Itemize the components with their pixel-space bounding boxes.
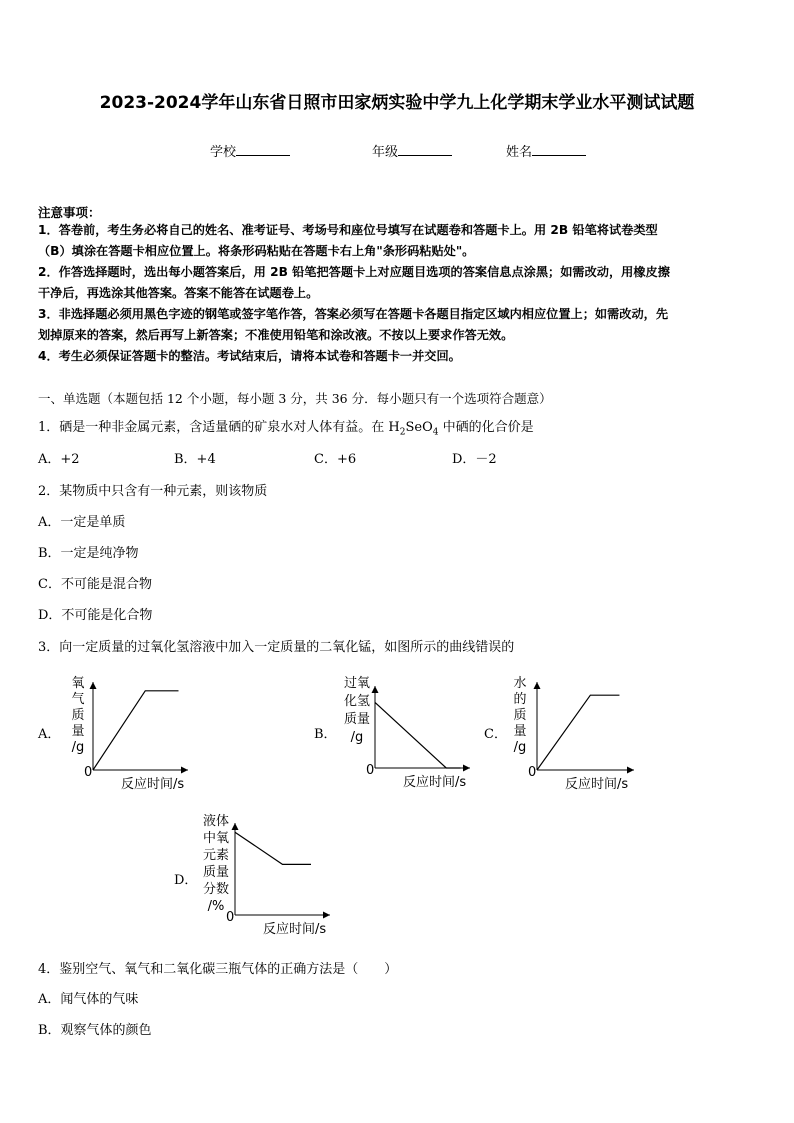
x-axis-arrow	[627, 767, 634, 774]
q4-option-b[interactable]: B．观察气体的颜色	[38, 1023, 152, 1038]
y-axis-label: 气	[71, 692, 85, 707]
q2-option-a[interactable]: A．一定是单质	[38, 515, 126, 530]
graph-curve	[537, 695, 619, 770]
y-axis-arrow	[90, 682, 97, 689]
graph-curve	[93, 691, 179, 770]
y-axis-label: 质	[71, 708, 85, 723]
exam-title: 2023-2024学年山东省日照市田家炳实验中学九上化学期末学业水平测试试题	[99, 93, 695, 113]
graph-b-letter[interactable]: B．	[314, 727, 337, 742]
note-line: 3．非选择题必须用黑色字迹的钢笔或签字笔作答，答案必须写在答题卡各题目指定区域内相应位置上；如需改动，先	[38, 307, 669, 321]
y-axis-label: 质	[513, 708, 527, 723]
school-label: 学校	[210, 145, 237, 160]
y-axis-label: 量	[71, 724, 85, 739]
q2-option-b[interactable]: B．一定是纯净物	[38, 546, 139, 561]
q1-option-b[interactable]: B．+4	[174, 452, 216, 467]
graph-d-letter[interactable]: D．	[174, 873, 198, 888]
y-axis-label: 量	[513, 724, 527, 739]
y-axis-label: /g	[513, 740, 527, 755]
graph-curve	[235, 832, 311, 864]
y-axis-label: 氧	[71, 676, 85, 691]
y-axis-label: 过氧	[343, 676, 371, 691]
q1-text-c: 中硒的化合价是	[438, 420, 534, 435]
q2-option-d[interactable]: D．不可能是化合物	[38, 608, 153, 623]
name-blank[interactable]	[532, 143, 586, 156]
x-axis-label: 反应时间/s	[121, 777, 185, 792]
q1-sub-4: 4	[432, 427, 439, 438]
q1-text-a: 1．硒是一种非金属元素，含适量硒的矿泉水对人体有益。在 H	[38, 420, 400, 435]
q1-option-d[interactable]: D．－2	[452, 452, 497, 467]
y-axis-label: 的	[513, 692, 527, 707]
question-1-stem	[38, 416, 534, 438]
x-axis-arrow	[181, 767, 188, 774]
note-line: 干净后，再选涂其他答案。答案不能答在试题卷上。	[38, 286, 319, 300]
y-axis-label: 中氧	[202, 831, 230, 846]
grade-label: 年级	[372, 145, 399, 160]
note-line: （B）填涂在答题卡相应位置上。将条形码粘贴在答题卡右上角"条形码粘贴处"。	[38, 244, 475, 258]
grade-blank[interactable]	[398, 143, 452, 156]
y-axis-label: 元素	[202, 848, 230, 863]
notes-list	[38, 220, 762, 367]
name-label: 姓名	[506, 145, 533, 160]
graph-a	[60, 670, 200, 795]
y-axis-arrow	[232, 823, 239, 830]
y-axis-label: 水	[513, 676, 527, 691]
origin-label: 0	[366, 763, 375, 778]
y-axis-label: /%	[207, 899, 225, 914]
origin-label: 0	[528, 765, 537, 780]
x-axis-arrow	[323, 912, 330, 919]
q1-option-a[interactable]: A．+2	[38, 452, 80, 467]
question-4-stem: 4．鉴别空气、氧气和二氧化碳三瓶气体的正确方法是（ ）	[38, 962, 398, 977]
note-line: 2．作答选择题时，选出每小题答案后，用 2B 铅笔把答题卡上对应题目选项的答案信息点涂黑；如需改动，用橡皮擦	[38, 265, 670, 279]
q1-sub-2: 2	[399, 427, 406, 438]
q2-option-c[interactable]: C．不可能是混合物	[38, 577, 152, 592]
q4-option-a[interactable]: A．闻气体的气味	[38, 992, 139, 1007]
graph-c	[500, 670, 640, 795]
x-axis-label: 反应时间/s	[565, 777, 629, 792]
question-3-stem: 3．向一定质量的过氧化氢溶液中加入一定质量的二氧化锰，如图所示的曲线错误的	[38, 640, 515, 655]
graph-b	[335, 670, 485, 795]
notes-heading: 注意事项：	[38, 205, 101, 220]
note-line: 4．考生必须保证答题卡的整洁。考试结束后，请将本试卷和答题卡一并交回。	[38, 349, 461, 363]
y-axis-label: /g	[71, 740, 85, 755]
x-axis-arrow	[463, 765, 470, 772]
question-2-stem: 2．某物质中只含有一种元素，则该物质	[38, 484, 268, 499]
q1-option-c[interactable]: C．+6	[314, 452, 357, 467]
note-line: 划掉原来的答案，然后再写上新答案；不准使用铅笔和涂改液。不按以上要求作答无效。	[38, 328, 514, 342]
y-axis-label: 化氢	[343, 694, 371, 709]
y-axis-label: /g	[350, 730, 364, 745]
y-axis-label: 质量	[202, 865, 230, 880]
school-blank[interactable]	[236, 143, 290, 156]
y-axis-label: 液体	[202, 814, 230, 829]
y-axis-arrow	[534, 682, 541, 689]
graph-c-letter[interactable]: C．	[484, 727, 507, 742]
graph-d	[195, 808, 345, 938]
origin-label: 0	[84, 765, 93, 780]
q1-text-b: SeO	[405, 420, 433, 435]
y-axis-label: 分数	[202, 882, 230, 897]
section-heading: 一、单选题（本题包括 12 个小题，每小题 3 分，共 36 分．每小题只有一个选项符合题意）	[38, 391, 552, 406]
x-axis-label: 反应时间/s	[403, 775, 467, 790]
origin-label: 0	[226, 910, 235, 925]
grade-field[interactable]	[372, 141, 452, 160]
school-field[interactable]	[210, 141, 290, 160]
y-axis-arrow	[372, 686, 379, 693]
note-line: 1．答卷前，考生务必将自己的姓名、准考证号、考场号和座位号填写在试题卷和答题卡上。用 2B 铅笔将试卷类型	[38, 223, 658, 237]
graph-curve	[375, 702, 461, 768]
graph-a-letter[interactable]: A．	[38, 727, 61, 742]
x-axis-label: 反应时间/s	[263, 922, 327, 937]
name-field[interactable]	[506, 141, 586, 160]
y-axis-label: 质量	[343, 712, 371, 727]
